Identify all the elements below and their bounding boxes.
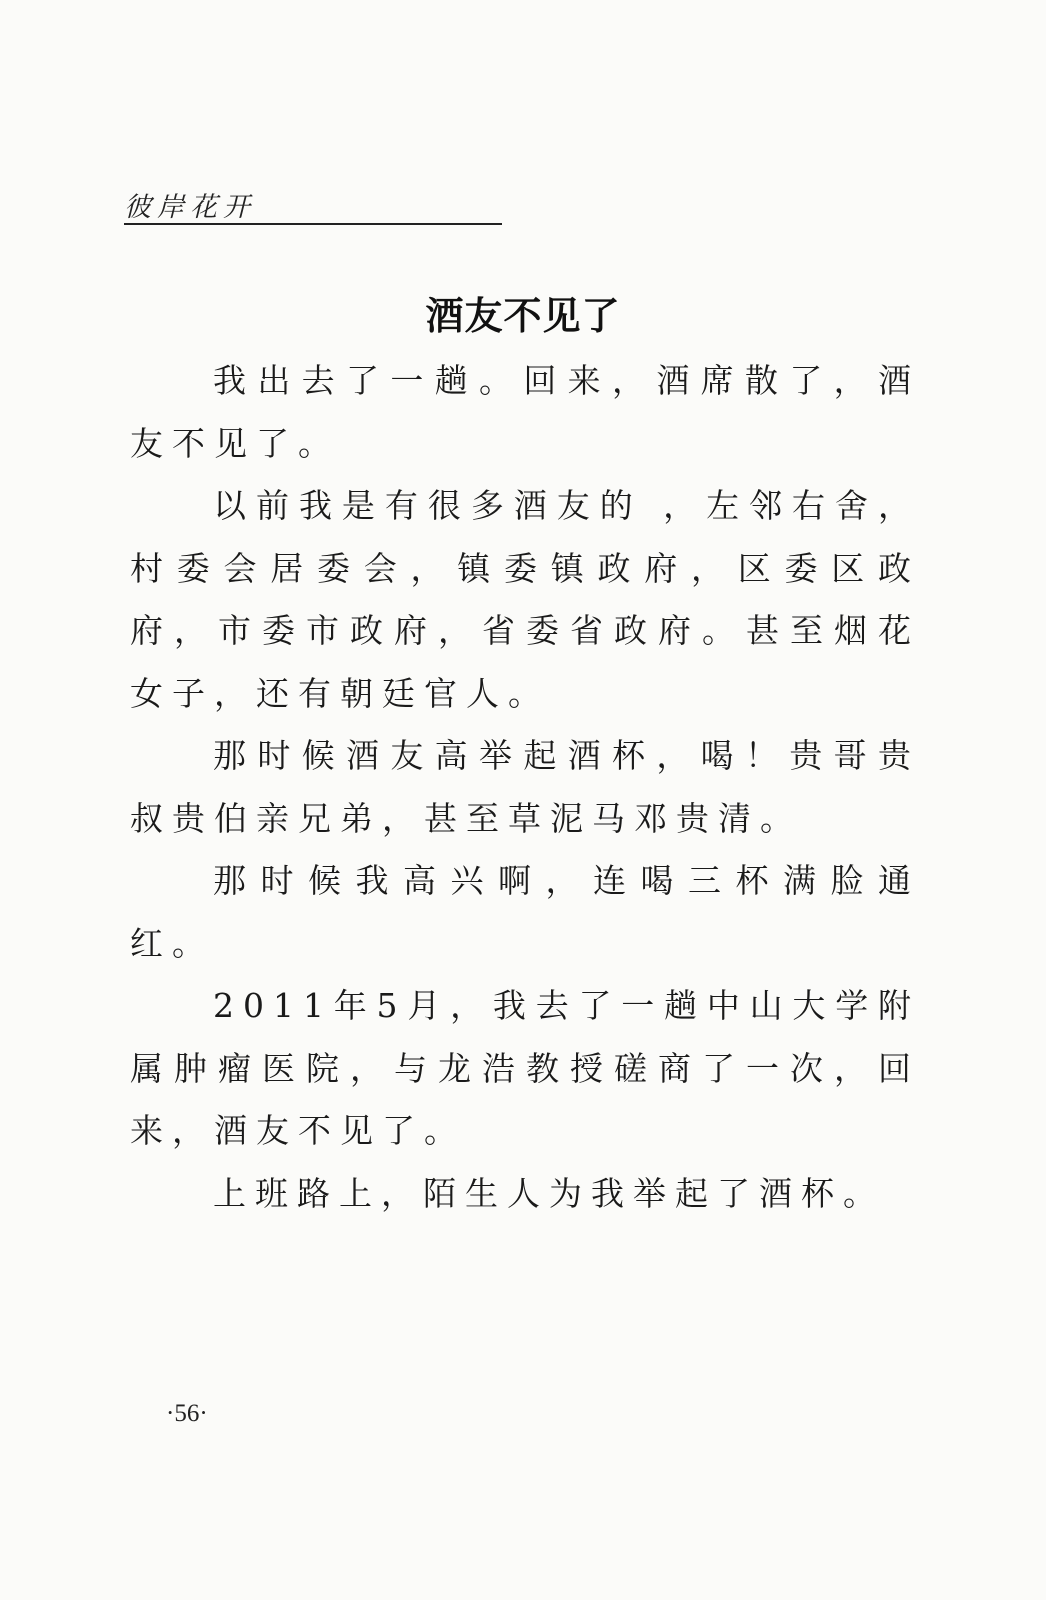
running-header xyxy=(124,183,502,225)
article-title: 酒友不见了 xyxy=(425,294,621,338)
page-number: ·56· xyxy=(166,1400,208,1427)
paragraph-1: 我出去了一趟。回来，酒席散了，酒友不见了。 xyxy=(130,361,920,463)
paragraph-4: 那时候我高兴啊，连喝三杯满脸通红。 xyxy=(130,861,920,963)
paragraph-2: 以前我是有很多酒友的 ，左邻右舍，村委会居委会，镇委镇政府，区委区政府，市委市政府，省委省政府。甚至烟花女子，还有朝廷官人。 xyxy=(130,486,920,713)
article-body xyxy=(130,350,920,1225)
running-header-text: 彼岸花开 xyxy=(124,192,256,223)
paragraph-5: 2011年5月，我去了一趟中山大学附属肿瘤医院，与龙浩教授磋商了一次，回来，酒友不见了。 xyxy=(130,986,920,1150)
paragraph-3: 那时候酒友高举起酒杯，喝！贵哥贵叔贵伯亲兄弟，甚至草泥马邓贵清。 xyxy=(130,736,920,838)
paragraph-6: 上班路上，陌生人为我举起了酒杯。 xyxy=(213,1173,885,1213)
